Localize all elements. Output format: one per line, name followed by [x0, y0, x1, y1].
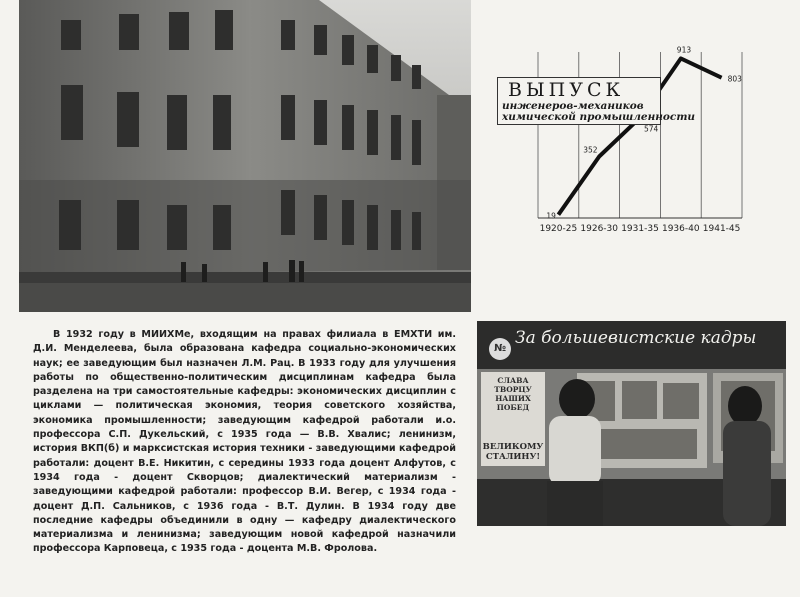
chart-subtitle-line-1: инженеров-механиков [502, 100, 644, 112]
chart-data-label: 352 [583, 145, 598, 155]
chart-x-tick-label: 1920-25 [539, 224, 578, 234]
graduates-chart [490, 0, 790, 250]
chart-x-tick-label: 1926-30 [580, 224, 619, 234]
chart-data-label: 803 [727, 74, 742, 84]
chart-x-tick-label: 1931-35 [621, 224, 659, 234]
board-header-slogan: За большевистские кадры [515, 328, 757, 348]
chart-data-label: 19 [546, 211, 556, 221]
chart-subtitle-line-2: химической промышленности [502, 111, 696, 123]
department-history-text: В 1932 году в МИИХМе, входящим на правах филиала в ЕМХТИ им. Д.И. Менделеева, была образована кафедра социально-экономических наук; ее заведующим был назначен Л.М. Рац. В 1933 году для улучшения работы по общественно-политическим дисциплинам кафедра была разделена на три самостоятельные кафедры: экономических дисциплин с циклами — политическая экономия, теория советского хозяйства, экономика промышленности; заведующим кафедрой работали и.о. профессора С.П. Дукельский, с 1935 года — В.В. Хвалис; ленинизм, история ВКП(б) и марксистская история техники - заведующими кафедрой работали: доцент В.Е. Никитин, с середины 1933 года доцент Алфутов, с 1934 года - доцент Скворцов; диалектический материализм - заведующими кафедрой работали: профессор В.И. Вегер, с 1934 года - доцент Д.П. Сальников, с 1936 года - В.Т. Дулин. В 1934 году две последние кафедры объединили в одну — кафедру диалектического материализма и ленинизма; заведующим новой кафедрой назначили профессора Карповеца, с 1935 года - доцента М.В. Фролова. [33, 329, 456, 555]
chart-svg [490, 0, 790, 250]
chart-x-tick-label: 1936-40 [661, 224, 700, 234]
poster-top-line-1: СЛАВА ТВОРЦУ [494, 376, 532, 394]
stalin-poster [481, 372, 545, 466]
number-badge: № [489, 338, 511, 360]
poster-bottom-line-2: СТАЛИНУ! [485, 452, 541, 462]
poster-bottom-line-1: ВЕЛИКОМУ [482, 442, 544, 452]
building-photo [19, 0, 471, 312]
chart-title: ВЫПУСК [508, 79, 625, 101]
chart-x-tick-label: 1941-45 [702, 224, 741, 234]
chart-title-box [497, 77, 696, 125]
chart-data-label: 574 [644, 124, 659, 134]
poster-top-line-2: НАШИХ ПОБЕД [495, 394, 531, 412]
chart-data-label: 913 [676, 45, 692, 55]
